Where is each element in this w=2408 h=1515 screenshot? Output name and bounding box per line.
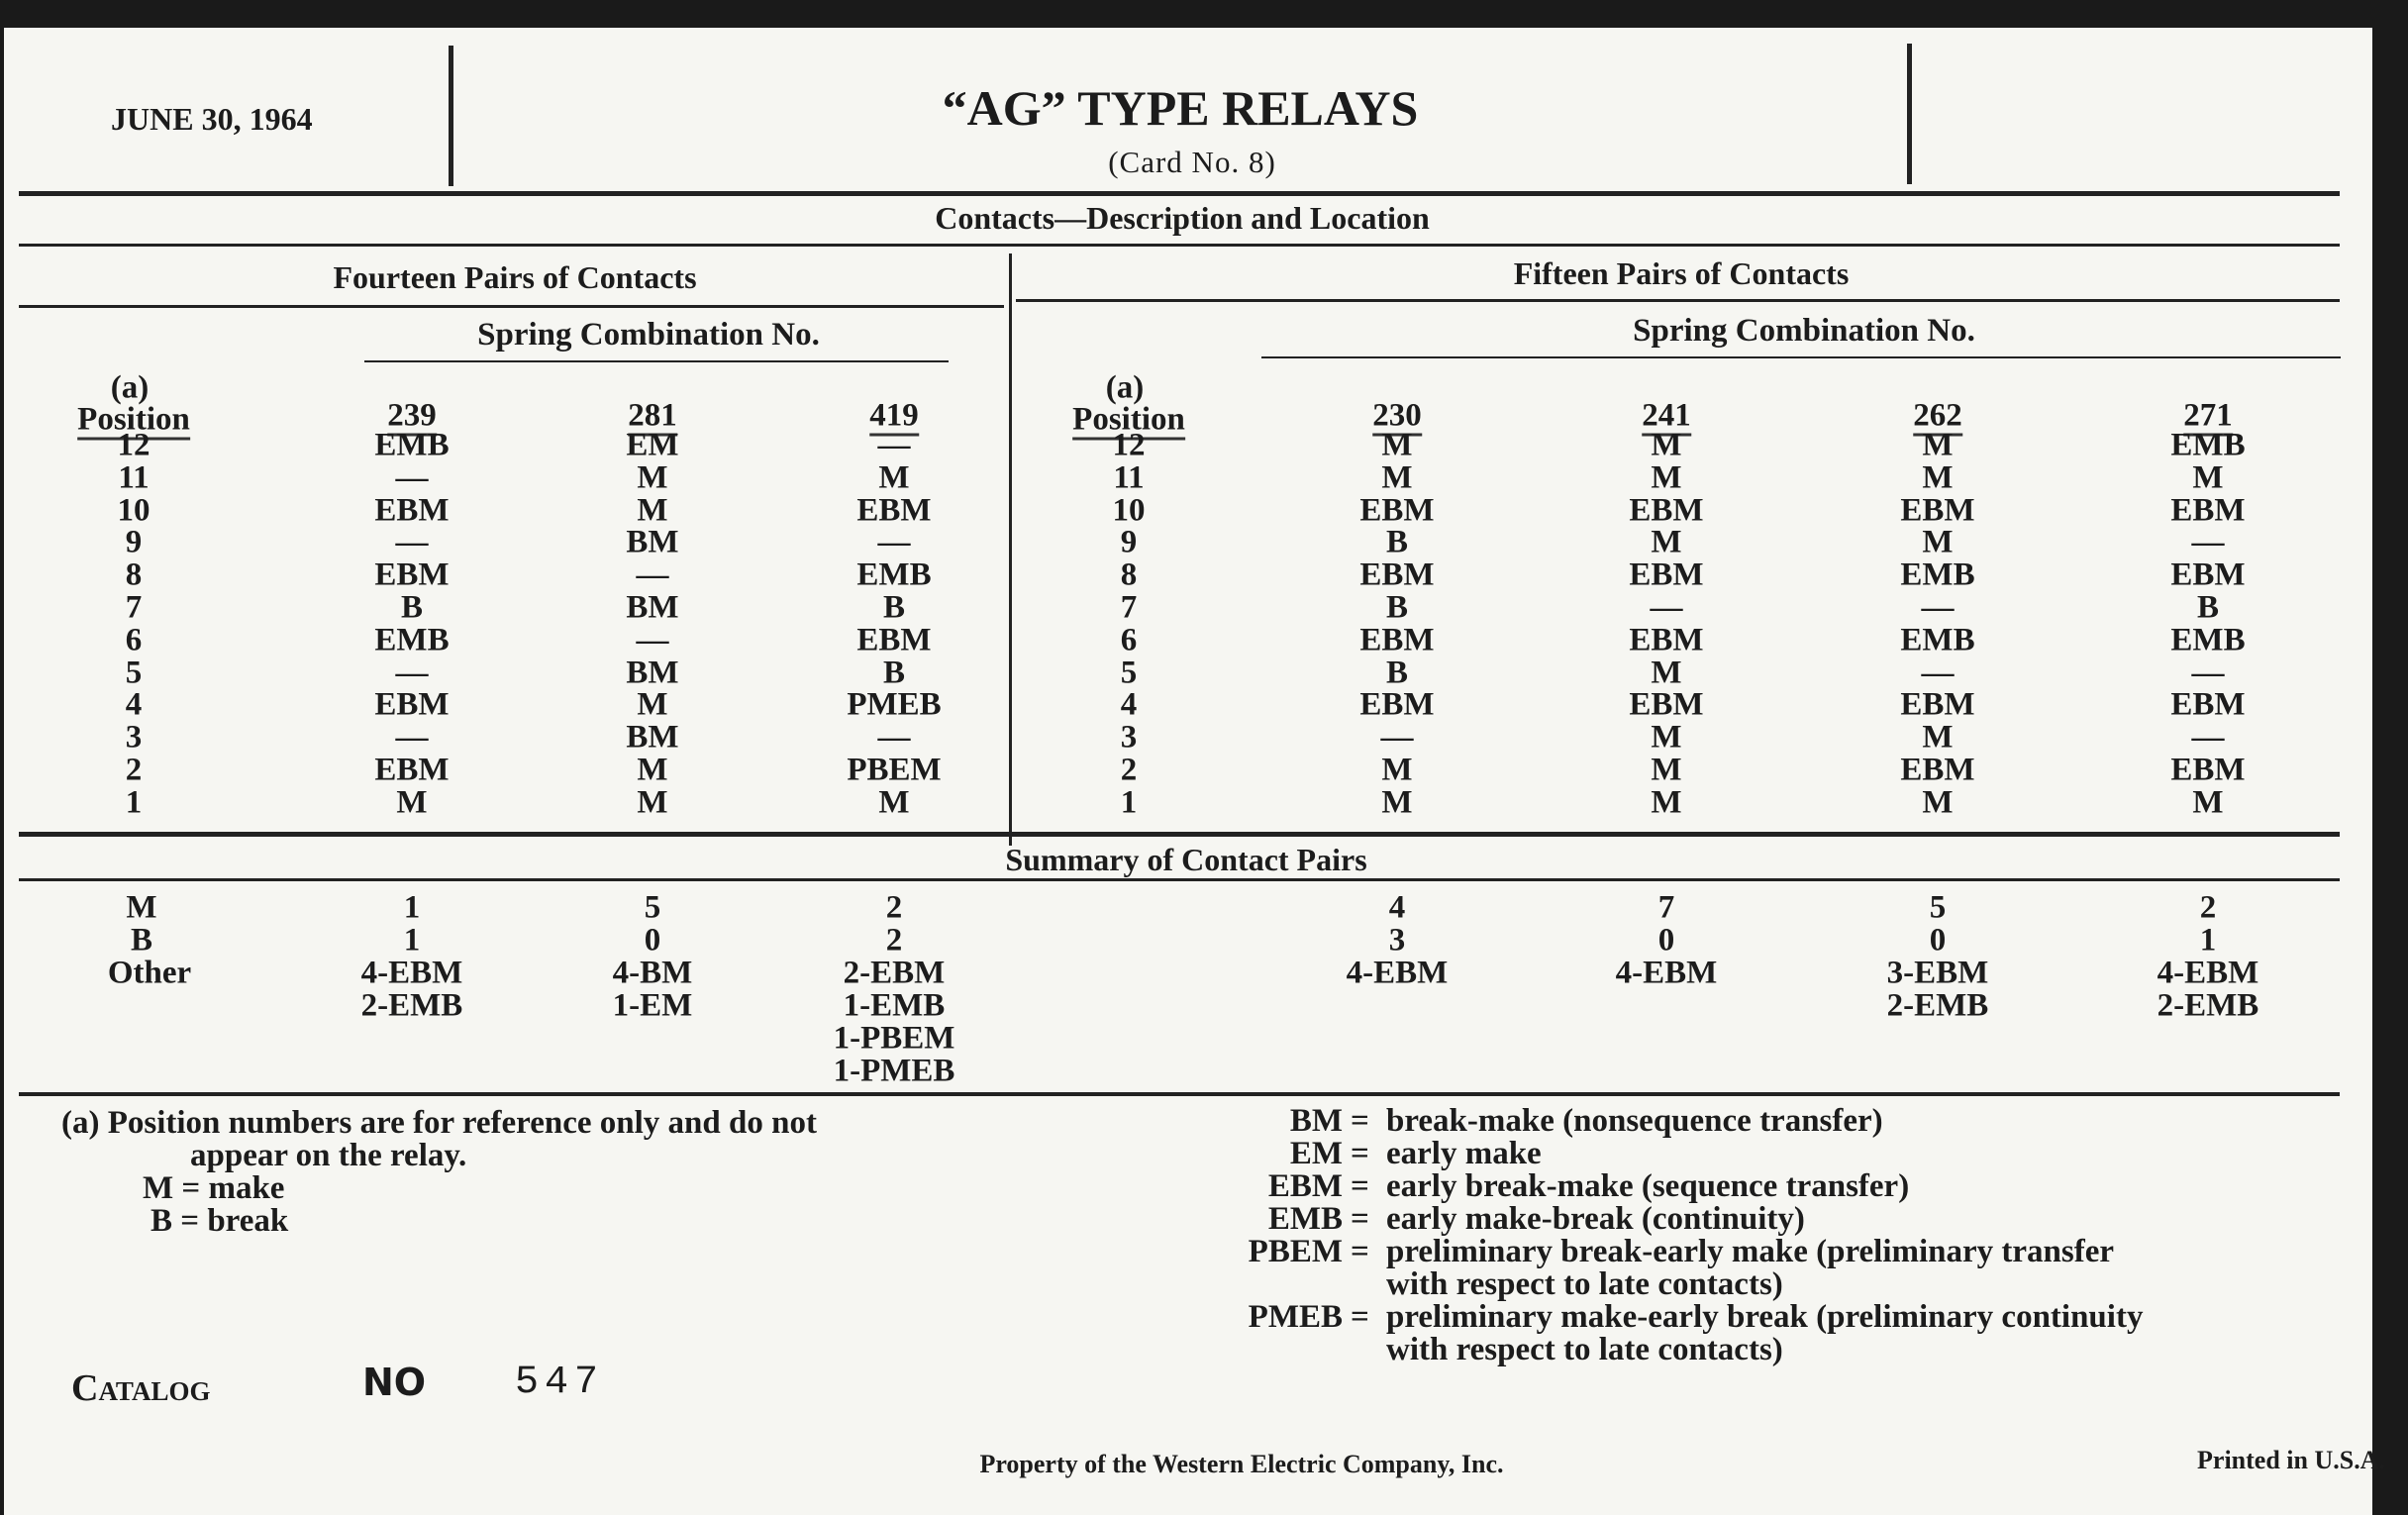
contact-cell: — (395, 524, 429, 560)
legend-abbr: PBEM (1248, 1234, 1343, 1269)
right-position-a: (a) (1105, 369, 1145, 406)
legend-equals: = (1351, 1234, 1369, 1269)
contact-cell: B (1385, 655, 1409, 691)
contact-cell: M (1651, 655, 1682, 691)
catalog-number: 547 (515, 1361, 605, 1405)
contact-cell: M (637, 492, 668, 529)
contact-cell: M (396, 784, 428, 821)
position-number: 8 (1120, 556, 1138, 593)
left-position-header: Position (77, 404, 190, 441)
rule (364, 360, 949, 362)
contact-cell: PBEM (847, 752, 942, 788)
legend-definition: early make (1386, 1136, 1542, 1171)
summary-other: 2-EMB (360, 987, 463, 1024)
summary-make-count: 7 (1657, 889, 1675, 926)
contact-cell: EMB (2170, 427, 2246, 463)
position-number: 11 (118, 459, 150, 496)
contact-cell: — (2191, 655, 2225, 691)
summary-make-count: 5 (644, 889, 661, 926)
summary-other: 4-BM (612, 955, 693, 991)
contact-cell: M (1651, 524, 1682, 560)
printed-notice: Printed in U.S.A. (2197, 1446, 2385, 1474)
rule (1261, 356, 2341, 358)
right-spring-label: Spring Combination No. (1633, 313, 1975, 349)
legend-abbr: EM (1289, 1136, 1343, 1171)
summary-label-m: M (126, 889, 157, 926)
contact-cell: B (882, 655, 906, 691)
left-position-a: (a) (110, 369, 150, 406)
contact-cell: EBM (1359, 686, 1435, 723)
contact-cell: EMB (2170, 622, 2246, 658)
contact-cell: EBM (374, 752, 450, 788)
contact-cell: BM (626, 589, 679, 626)
contact-cell: BM (626, 655, 679, 691)
contact-cell: EMB (374, 427, 450, 463)
contact-cell: BM (626, 524, 679, 560)
summary-break-count: 0 (1657, 922, 1675, 959)
position-number: 12 (1112, 427, 1146, 463)
rule (19, 832, 2340, 837)
summary-break-count: 0 (644, 922, 661, 959)
legend-equals: = (1351, 1201, 1369, 1237)
left-spring-label: Spring Combination No. (477, 317, 820, 353)
summary-other: 4-EBM (1615, 955, 1718, 991)
rule (19, 305, 1004, 308)
contact-cell: M (1381, 784, 1413, 821)
legend-definition: early make-break (continuity) (1386, 1201, 1805, 1237)
contact-cell: M (1651, 719, 1682, 756)
contact-cell: M (1922, 459, 1954, 496)
position-number: 1 (1120, 784, 1138, 821)
position-number: 3 (1120, 719, 1138, 756)
summary-other: 1-PMEB (833, 1053, 955, 1089)
summary-make-count: 5 (1929, 889, 1947, 926)
summary-other: 4-EBM (360, 955, 463, 991)
summary-other: 2-EBM (843, 955, 946, 991)
contact-cell: EBM (1900, 752, 1975, 788)
contact-cell: M (1651, 752, 1682, 788)
footnote-make: M = make (143, 1170, 285, 1206)
card-subtitle: (Card No. 8) (1108, 145, 1276, 179)
summary-label-other: Other (107, 955, 192, 991)
rule (1016, 299, 2340, 302)
summary-break-count: 1 (403, 922, 421, 959)
position-number: 7 (1120, 589, 1138, 626)
contact-cell: — (636, 622, 669, 658)
contact-cell: M (1922, 427, 1954, 463)
legend-definition: preliminary make-early break (preliminary continuity (1386, 1299, 2144, 1335)
contact-cell: BM (626, 719, 679, 756)
right-position-header: Position (1072, 404, 1185, 441)
position-number: 6 (1120, 622, 1138, 658)
position-number: 7 (125, 589, 143, 626)
divider (1907, 44, 1912, 184)
summary-make-count: 1 (403, 889, 421, 926)
summary-other: 3-EBM (1886, 955, 1989, 991)
contact-cell: EBM (1629, 492, 1704, 529)
contact-cell: M (637, 686, 668, 723)
right-group-title: Fifteen Pairs of Contacts (1513, 255, 1850, 291)
legend-equals: = (1351, 1299, 1369, 1335)
catalog-label: Catalog (71, 1367, 211, 1409)
contact-cell: — (877, 524, 911, 560)
contact-cell: — (1650, 589, 1683, 626)
contact-cell: — (1921, 655, 1955, 691)
legend-equals: = (1351, 1168, 1369, 1204)
summary-title: Summary of Contact Pairs (1005, 842, 1367, 877)
left-column-header: 281 (628, 400, 677, 437)
legend-abbr: PMEB (1248, 1299, 1343, 1335)
contact-cell: EMB (374, 622, 450, 658)
legend-definition-cont: with respect to late contacts) (1386, 1332, 1783, 1367)
contact-cell: M (878, 784, 910, 821)
contact-cell: EBM (374, 492, 450, 529)
contact-cell: — (2191, 719, 2225, 756)
left-column-header: 239 (387, 400, 437, 437)
rule (19, 1092, 2340, 1096)
position-number: 9 (1120, 524, 1138, 560)
right-column-header: 271 (2183, 400, 2233, 437)
position-number: 8 (125, 556, 143, 593)
legend-definition-cont: with respect to late contacts) (1386, 1266, 1783, 1302)
section-title: Contacts—Description and Location (935, 200, 1430, 236)
contact-cell: M (2192, 459, 2224, 496)
date: JUNE 30, 1964 (111, 101, 313, 137)
contact-cell: — (395, 459, 429, 496)
contact-cell: M (637, 459, 668, 496)
contact-cell: M (1381, 752, 1413, 788)
contact-cell: M (1381, 459, 1413, 496)
contact-cell: EMB (856, 556, 932, 593)
right-column-header: 241 (1642, 400, 1691, 437)
contact-cell: — (877, 427, 911, 463)
contact-cell: — (1921, 589, 1955, 626)
contact-cell: M (1922, 784, 1954, 821)
rule (19, 878, 2340, 881)
contact-cell: M (1381, 427, 1413, 463)
position-number: 3 (125, 719, 143, 756)
legend-equals: = (1351, 1103, 1369, 1139)
contact-cell: PMEB (847, 686, 942, 723)
contact-cell: EBM (1359, 492, 1435, 529)
legend-abbr: BM (1289, 1103, 1343, 1139)
contact-cell: EBM (1629, 622, 1704, 658)
position-number: 10 (117, 492, 150, 529)
contact-cell: — (636, 556, 669, 593)
property-notice: Property of the Western Electric Company, Inc. (979, 1450, 1504, 1478)
contact-cell: M (637, 784, 668, 821)
contact-cell: EBM (1629, 556, 1704, 593)
summary-other: 2-EMB (1886, 987, 1989, 1024)
contact-cell: — (2191, 524, 2225, 560)
position-number: 2 (1120, 752, 1138, 788)
legend-definition: break-make (nonsequence transfer) (1386, 1103, 1883, 1139)
contact-cell: — (877, 719, 911, 756)
contact-cell: EBM (374, 686, 450, 723)
catalog-no-label: NO (362, 1361, 427, 1404)
summary-other: 4-EBM (2157, 955, 2259, 991)
legend-definition: early break-make (sequence transfer) (1386, 1168, 1910, 1204)
legend-definition: preliminary break-early make (preliminary transfer (1386, 1234, 2115, 1269)
position-number: 9 (125, 524, 143, 560)
summary-make-count: 2 (885, 889, 903, 926)
contact-cell: EBM (2170, 686, 2246, 723)
position-number: 6 (125, 622, 143, 658)
contact-cell: EM (626, 427, 679, 463)
contact-cell: EBM (1359, 556, 1435, 593)
summary-other: 1-PBEM (833, 1020, 955, 1057)
summary-break-count: 2 (885, 922, 903, 959)
summary-break-count: 3 (1388, 922, 1406, 959)
contact-cell: M (2192, 784, 2224, 821)
position-number: 4 (1120, 686, 1138, 723)
footnote-a: (a) Position numbers are for reference only and do not (61, 1105, 817, 1141)
summary-break-count: 1 (2199, 922, 2217, 959)
contact-cell: EBM (374, 556, 450, 593)
contact-cell: M (1651, 784, 1682, 821)
position-number: 2 (125, 752, 143, 788)
position-number: 12 (117, 427, 150, 463)
legend-abbr: EMB (1267, 1201, 1343, 1237)
contact-cell: B (1385, 524, 1409, 560)
footnote-break: B = break (150, 1203, 289, 1239)
rule (19, 244, 2340, 247)
contact-cell: — (1380, 719, 1414, 756)
contact-cell: B (1385, 589, 1409, 626)
footnote-a-cont: appear on the relay. (190, 1138, 467, 1173)
contact-cell: EBM (856, 492, 932, 529)
relay-card (4, 28, 2385, 1515)
divider (449, 46, 453, 186)
contact-cell: M (1922, 719, 1954, 756)
contact-cell: EMB (1900, 622, 1975, 658)
contact-cell: EBM (1629, 686, 1704, 723)
contact-cell: EBM (2170, 556, 2246, 593)
contact-cell: M (637, 752, 668, 788)
legend-abbr: EBM (1267, 1168, 1343, 1204)
summary-make-count: 2 (2199, 889, 2217, 926)
contact-cell: EBM (856, 622, 932, 658)
summary-other: 1-EM (612, 987, 693, 1024)
contact-cell: B (2196, 589, 2220, 626)
contact-cell: EMB (1900, 556, 1975, 593)
rule (19, 191, 2340, 196)
position-number: 5 (1120, 655, 1138, 691)
contact-cell: B (400, 589, 424, 626)
card-title: “AG” TYPE RELAYS (942, 80, 1419, 136)
summary-make-count: 4 (1388, 889, 1406, 926)
position-number: 5 (125, 655, 143, 691)
divider (1009, 253, 1012, 846)
summary-other: 4-EBM (1346, 955, 1449, 991)
contact-cell: EBM (1900, 492, 1975, 529)
summary-other: 2-EMB (2157, 987, 2259, 1024)
contact-cell: EBM (1359, 622, 1435, 658)
position-number: 10 (1112, 492, 1146, 529)
left-group-title: Fourteen Pairs of Contacts (333, 259, 697, 295)
contact-cell: — (395, 719, 429, 756)
contact-cell: EBM (2170, 752, 2246, 788)
summary-label-b: B (130, 922, 153, 959)
position-number: 11 (1113, 459, 1145, 496)
contact-cell: M (1651, 459, 1682, 496)
left-column-header: 419 (869, 400, 919, 437)
legend-equals: = (1351, 1136, 1369, 1171)
contact-cell: EBM (1900, 686, 1975, 723)
right-column-header: 262 (1913, 400, 1962, 437)
summary-break-count: 0 (1929, 922, 1947, 959)
right-column-header: 230 (1372, 400, 1422, 437)
contact-cell: M (878, 459, 910, 496)
summary-other: 1-EMB (843, 987, 946, 1024)
contact-cell: M (1651, 427, 1682, 463)
contact-cell: EBM (2170, 492, 2246, 529)
contact-cell: B (882, 589, 906, 626)
position-number: 4 (125, 686, 143, 723)
contact-cell: M (1922, 524, 1954, 560)
position-number: 1 (125, 784, 143, 821)
contact-cell: — (395, 655, 429, 691)
